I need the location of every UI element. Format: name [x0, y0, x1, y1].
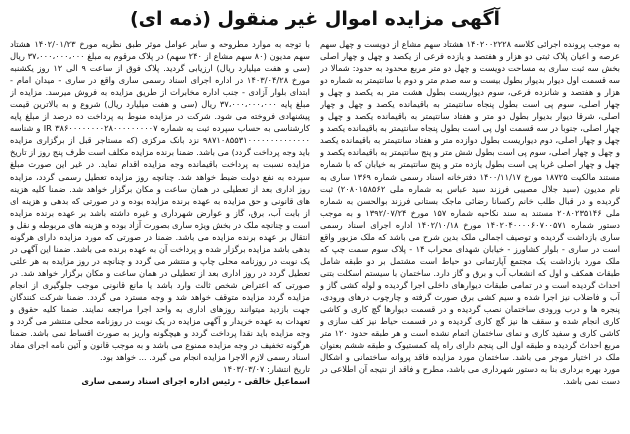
left-column-text: با توجه به موارد مطروحه و سایر عوامل موثر طبق نظریه مورخ ۱۴۰۲/۰۱/۲۳ هشتاد سهم مدیون (۸۰ سهم مشاع از ۲۴۰ سهم) در پلاک مرقوم به مبلغ ۳۷،۰۰۰،۰۰۰،۰۰۰ ریال (سی و هفت میلیارد ریال) ارزیابی گردید. پلاک فوق از ساعت ۹ الی ۱۲ روز یکشنبه مورخ ۱۴۰۳/۰۴/۲۸ در اداره اجرای اسناد رسمی ساری واقع در ساری - میدان امام - ابتدای بلوار آزادی - جنب اداره مخابرات از طریق مزایده به فروش میرسد. مزایده از مبلغ پایه ۳۷،۰۰۰،۰۰۰،۰۰۰ ریال (سی و هفت میلیارد ریال) شروع و به بالاترین قیمت پیشنهادی فروخته می شود. شرکت در مزایده منوط به پرداخت ده درصد از مبلغ پایه کارشناسی به حساب سپرده ثبت به شماره ۳۸۶۰۰۰۰۰۰۰۰۲۸۰۰۰۰۰۰۰۰۰۷ IR و شناسه ۹۸۷۱۰۸۵۵۳۱۰۰۰۰۰۰۰۰۰۰۰۰۰۰ نزد بانک مرکزی (که مستاجر قبل از برگزاری مزایده باید وجه پرداخت گردد) می باشد. ضمنا برنده مزایده مکلف است ظرف پنج روز از تاریخ مزایده نسبت به پرداخت باقیمانده وجه مزایده اقدام نماید. در غیر این صورت مبلغ سپرده به نفع دولت ضبط خواهد شد. چنانچه روز مزایده تعطیل رسمی گردد، مزایده روز اداری بعد از تعطیلی در همان ساعت و مکان برگزار خواهد شد. ضمنا کلیه هزینه های قانونی و حق مزایده به عهده برنده مزایده بوده و در صورتی که بدهی و هزینه ای از بابت آب، برق، گاز و عوارض شهرداری و غیره داشته باشد بر عهده برنده مزایده است و چنانچه ملک در بخش ویژه ساری بصورت آزاد بوده و هزینه های مربوطه و نقل و انتقال بر عهده برنده مزایده می باشد. ضمنا در صورتی که مورد مزایده دارای هرگونه بدهی باشد مزایده برگزار شده و پرداخت آن به عهده برنده می باشد. ضمنا این آگهی در یک نوبت در روزنامه محلی چاپ و منتشر می گردد و چنانچه در روز مزایده به هر علتی تعطیل گردد در روز اداری بعد از تعطیلی در همان ساعت و مکان برگزار خواهد شد. در صورتی که اعتراض شخص ثالث وارد باشد یا مانع قانونی موجب جلوگیری از انجام مزایده گردد مزایده متوقف خواهد شد و وجه مسترد می گردد. ضمنا شرکت کنندگان جهت بازدید میتوانند روزهای اداری به واحد اجرا مراجعه نمایند. ضمنا کلیه حقوق و تعهدات به عهده خریدار و آگهی مزایده در یک نوبت در روزنامه محلی منتشر می گردد و وجه مزایده باید نقدا پرداخت گردد و هیچگونه واریز به صورت اقساط نمی باشد. ضمنا هرگونه تخفیف در وجه مزایده ممنوع می باشد و به موجب قانون و آئین نامه اجرای مفاد اسناد رسمی لازم الاجرا مزایده انجام می گیرد. ... خواهد بود.	[10, 39, 310, 363]
left-column	[10, 38, 310, 418]
publish-date: تاریخ انتشار: ۱۴۰۳/۰۳/۰۷	[223, 364, 310, 375]
notice-body	[10, 38, 620, 418]
signature: اسماعیل خالقی - رئیس اداره اجرای اسناد رسمی ساری	[81, 376, 310, 387]
right-column-text: به موجب پرونده اجرائی کلاسه ۱۴۰۲۰۰۲۲۲۸ هشتاد سهم مشاع از دویست و چهل سهم عرصه و اعیان پلاک ثبتی دو هزار و هفتصد و یازده فرعی از یکصد و چهل و چهار اصلی بخش سه ثبت ساری به مساحت دویست و چهل دو متر مربع محدود به حدود: شمالا در سه قسمت اول دیوار بدیوار بطول بیست و سه صدم متر و دوم با سانتیمتر به شماره دو هزار و هفتصد و شانزده فرعی، سوم دیواریست بطول هشت متر به یکصد و چهل و چهار اصلی، سوم پی است بطول پنجاه سانتیمتر به باقیمانده یکصد و چهل و چهار اصلی، شرقا دیوار بدیوار بطول دو متر و هفتاد سانتیمتر به باقیمانده یکصد و چهل و چهار اصلی، جنوبا در سه قسمت اول پی است بطول پنجاه سانتیمتر به باقیمانده یکصد و چهل و چهار اصلی، دوم دیواریست بطول دوازده متر و هفتاد سانتیمتر به باقیمانده یکصد و چهل و چهار اصلی، سوم پی است بطول شش متر و پنج سانتیمتر به باقیمانده یکصد و چهل و چهار اصلی غربا پی است بطول یازده متر و پنج سانتیمتر به خیابان که با شماره مستند مالکیت ۱۸۷۲۵ مورخ ۱۴۰۰/۱۱/۱۷ دفترخانه اسناد رسمی شماره ۱۳۶۹ ساری به نام مدیون (سید جلال مصیبی فرزند سید عباس به شماره ملی ۲۰۸۰۱۵۸۵۶۲) ثبت گردیده و در قبال طلب خانم رکسانا رضائی ماجک بستانی فرزند بوالحسن به شماره ملی ۲۰۸۰۲۳۵۱۴۶ مستند به سند نکاحیه شماره ۱۵۷ مورخ ۱۳۹۲/۰۷/۲۴ و به موجب دستور شماره ۱۴۰۲۰۴۰۰۰۰۶۰۷۰۰۵۷۱ مورخ ۱۴۰۲/۱۰/۱۸ اداره اجرای اسناد رسمی ساری بازداشت گردیده و توصیف اجمالی ملک بدین شرح می باشد که ملک مزبور واقع است در ساری - بلوار کشاورز - خیابان شهدای محراب ۱۴ - پلاک سوم سمت چپ که ملک مورد بازداشت یک مجتمع آپارتمانی دو حیاط است مشتمل بر دو طبقه شامل طبقات همکف و اول که انشعاب آب و برق و گاز دارد. ساختمان با سیستم اسکلت بتنی احداث گردیده است و در تمامی طبقات دیوارهای داخلی اجرا گردیده و لوله کشی گاز و آب و فاضلاب نیز اجرا شده و سیم کشی برق صورت گرفته و چارچوب درهای ورودی، پنجره ها و درب ورودی ساختمان نصب گردیده و در قسمت دیوارها گچ کاری و کاشی کاری انجام شده و سقف ها نیز گچ کاری گردیده و در قسمت حیاط نیز کف سازی و کاشی کاری و سفید کاری و نمای ساختمان اتمام نشده است و هر طبقه حدود ۱۲۰ متر مربع احداث گردیده و طبقه اول الی پنجم دارای راه پله کمستیوک و طبقه ششم بعنوان ملک در اختیار موجر می باشد. ساختمان مورد مزایده فاقد پروانه ساختمانی و اشکال مورد بهره برداری بنا به دستور شهرداری می باشد، مطرح و فاقد از نتیجه آن اطلاعی در دست نمی باشد.	[320, 39, 620, 387]
notice-title: آگهی مزایده اموال غیر منقول (ذمه ای)	[129, 8, 501, 30]
right-column	[320, 38, 620, 418]
